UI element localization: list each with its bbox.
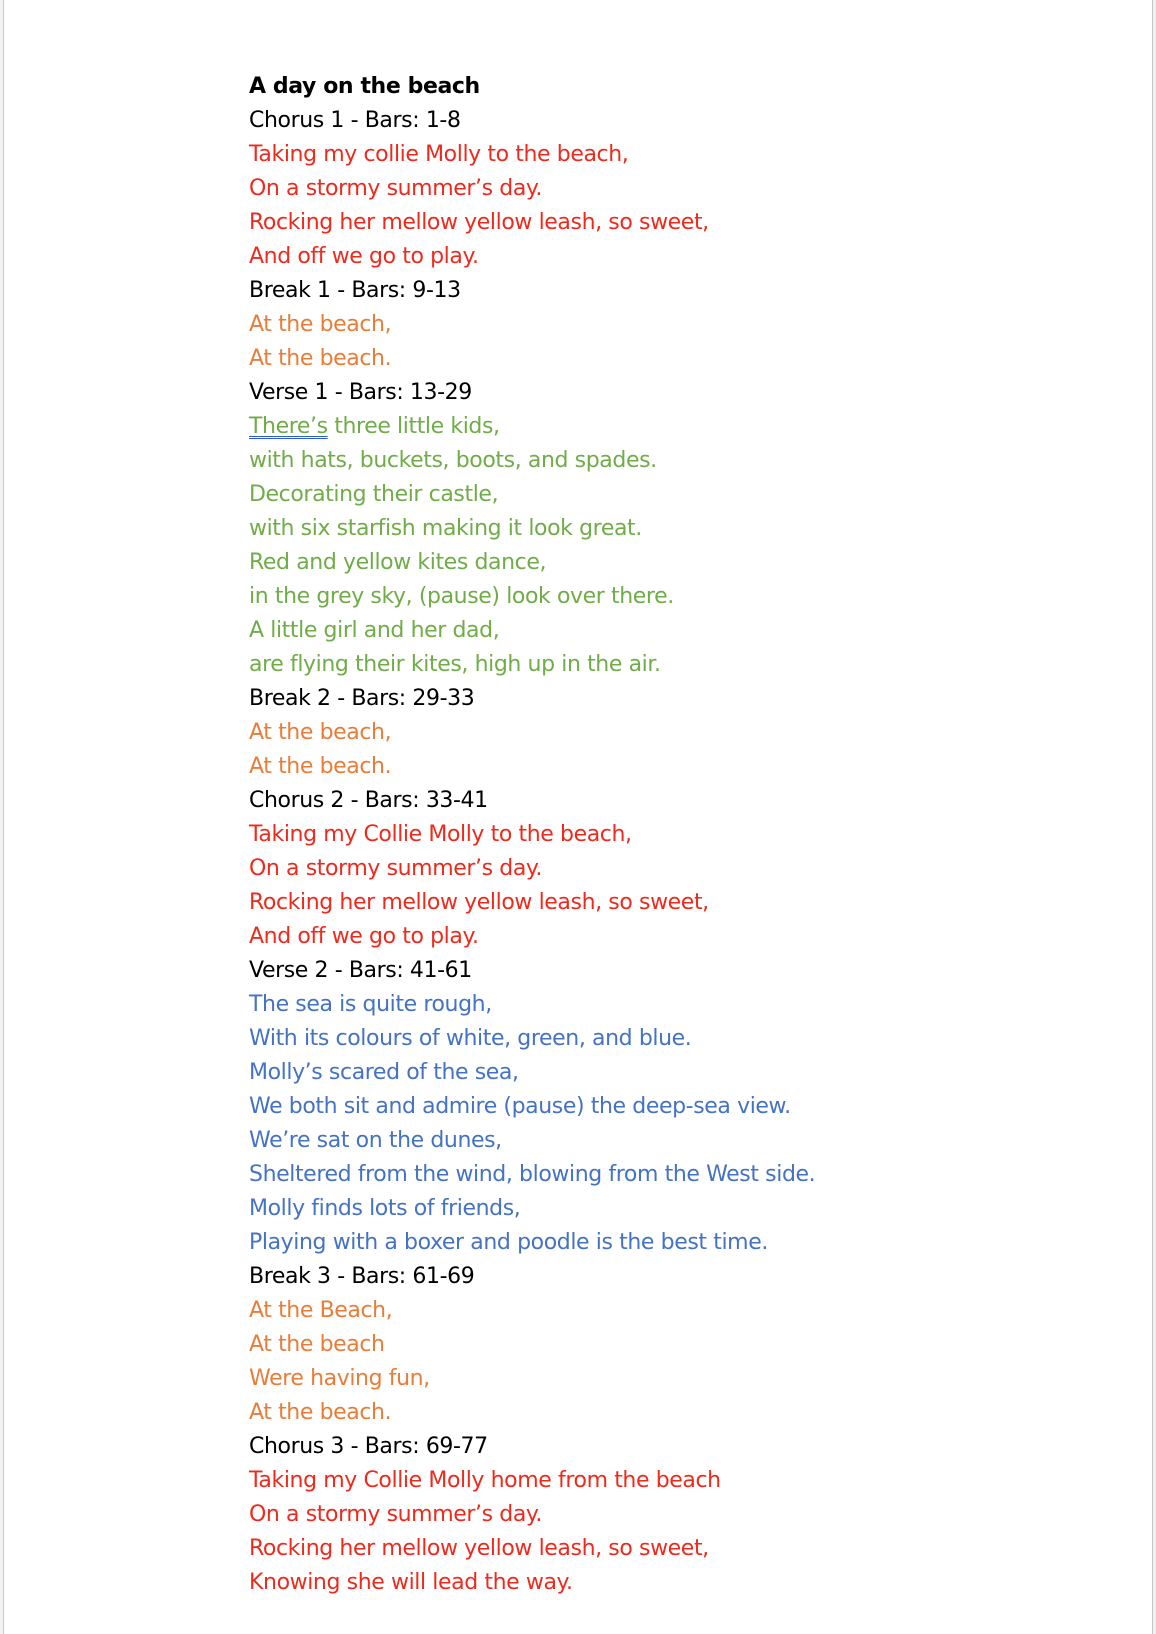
lyric-line: The sea is quite rough, xyxy=(249,992,492,1017)
lyric-line: Rocking her mellow yellow leash, so sweet, xyxy=(249,890,709,915)
lyric-line: With its colours of white, green, and blue. xyxy=(249,1026,692,1051)
lyric-line: Taking my collie Molly to the beach, xyxy=(249,142,629,167)
lyric-line: Decorating their castle, xyxy=(249,482,499,507)
document-title: A day on the beach xyxy=(249,74,480,99)
section-heading-break-3: Break 3 - Bars: 61-69 xyxy=(249,1264,475,1289)
lyric-line: And off we go to play. xyxy=(249,244,479,269)
lyric-line: Rocking her mellow yellow leash, so sweet, xyxy=(249,210,709,235)
lyric-line: At the beach xyxy=(249,1332,385,1357)
lyric-line: On a stormy summer’s day. xyxy=(249,856,542,881)
section-heading-chorus-1: Chorus 1 - Bars: 1-8 xyxy=(249,108,461,133)
lyric-line: At the beach. xyxy=(249,346,392,371)
document-page xyxy=(3,0,1153,1634)
lyric-line: On a stormy summer’s day. xyxy=(249,176,542,201)
spellcheck-flagged-word[interactable]: There’s xyxy=(249,414,328,439)
lyric-line: Taking my Collie Molly home from the beach xyxy=(249,1468,721,1493)
lyric-line: At the beach, xyxy=(249,720,392,745)
lyric-line: Playing with a boxer and poodle is the best time. xyxy=(249,1230,768,1255)
lyric-line: Were having fun, xyxy=(249,1366,430,1391)
lyric-line: We’re sat on the dunes, xyxy=(249,1128,502,1153)
section-heading-verse-1: Verse 1 - Bars: 13-29 xyxy=(249,380,472,405)
lyric-line: Molly finds lots of friends, xyxy=(249,1196,521,1221)
lyric-line: A little girl and her dad, xyxy=(249,618,500,643)
lyric-line: Molly’s scared of the sea, xyxy=(249,1060,519,1085)
lyric-line-rest: three little kids, xyxy=(327,414,500,439)
lyric-line: with hats, buckets, boots, and spades. xyxy=(249,448,657,473)
lyric-line: Taking my Collie Molly to the beach, xyxy=(249,822,632,847)
lyric-line: We both sit and admire (pause) the deep-sea view. xyxy=(249,1094,791,1119)
section-heading-break-1: Break 1 - Bars: 9-13 xyxy=(249,278,461,303)
lyric-line xyxy=(249,410,1109,444)
section-heading-verse-2: Verse 2 - Bars: 41-61 xyxy=(249,958,472,983)
section-heading-break-2: Break 2 - Bars: 29-33 xyxy=(249,686,475,711)
lyric-line: On a stormy summer’s day. xyxy=(249,1502,542,1527)
lyric-line: Knowing she will lead the way. xyxy=(249,1570,573,1595)
lyric-line: in the grey sky, (pause) look over there. xyxy=(249,584,674,609)
lyric-line: Rocking her mellow yellow leash, so sweet, xyxy=(249,1536,709,1561)
lyric-line: At the Beach, xyxy=(249,1298,393,1323)
lyric-line: And off we go to play. xyxy=(249,924,479,949)
lyric-line: At the beach, xyxy=(249,312,392,337)
lyric-line: At the beach. xyxy=(249,754,392,779)
section-heading-chorus-3: Chorus 3 - Bars: 69-77 xyxy=(249,1434,488,1459)
section-heading-chorus-2: Chorus 2 - Bars: 33-41 xyxy=(249,788,488,813)
lyric-line: with six starfish making it look great. xyxy=(249,516,642,541)
lyric-line: At the beach. xyxy=(249,1400,392,1425)
lyric-line: are flying their kites, high up in the air. xyxy=(249,652,661,677)
lyric-line: Sheltered from the wind, blowing from the West side. xyxy=(249,1162,816,1187)
lyric-line: Red and yellow kites dance, xyxy=(249,550,547,575)
lyrics-body[interactable] xyxy=(249,70,1109,1600)
